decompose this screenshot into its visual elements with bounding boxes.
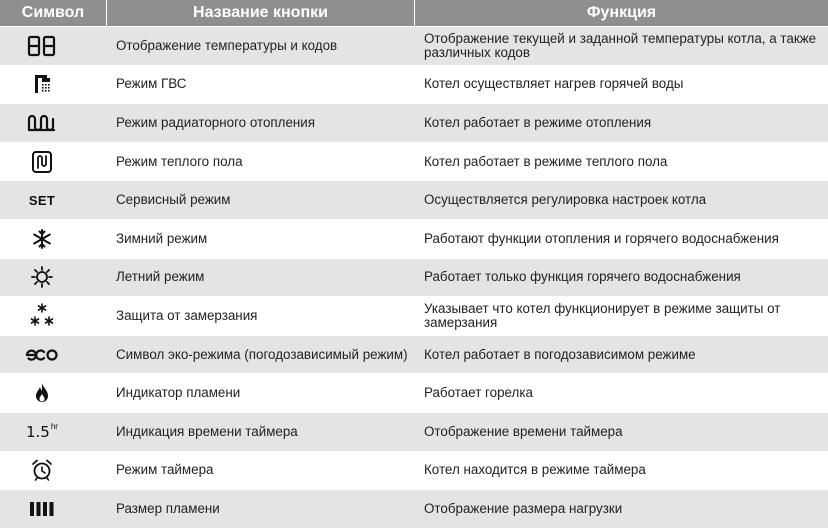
- row-function: Котел работает в погодозависимом режиме: [424, 346, 696, 362]
- row-name: Отображение температуры и кодов: [116, 37, 338, 53]
- set-icon: [0, 181, 84, 219]
- table-row: [0, 27, 828, 66]
- row-name: Сервисный режим: [116, 192, 231, 208]
- floor-heating-icon: [0, 143, 84, 181]
- table-row: [0, 490, 828, 529]
- row-function: Отображение размера нагрузки: [424, 500, 623, 516]
- row-name: Режим ГВС: [116, 76, 187, 92]
- alarm-clock-icon: [0, 452, 84, 490]
- row-name: Зимний режим: [116, 230, 208, 246]
- table-row: [0, 104, 828, 143]
- table-row: [0, 374, 828, 413]
- table-row: [0, 336, 828, 375]
- row-name: Режим радиаторного отопления: [116, 114, 316, 130]
- table-row: [0, 413, 828, 452]
- digit-88-icon: [0, 27, 84, 65]
- header-name: Название кнопки: [107, 0, 415, 26]
- radiator-icon: [0, 104, 84, 142]
- table-row: [0, 452, 828, 491]
- row-function: Работают функции отопления и горячего водоснабжения: [424, 230, 779, 246]
- snowflake-icon: [0, 220, 84, 258]
- header-function: Функция: [586, 4, 657, 21]
- eco-icon: [0, 336, 84, 374]
- table-row: [0, 297, 828, 336]
- header-symbol: Символ: [0, 0, 107, 26]
- frost-protection-icon: [0, 297, 84, 335]
- timer-value: 1.5: [26, 422, 50, 441]
- table-row: [0, 220, 828, 259]
- row-function: Указывает что котел функционирует в режиме защиты от замерзания: [424, 300, 781, 330]
- row-name: Защита от замерзания: [116, 307, 258, 323]
- row-name: Летний режим: [116, 269, 205, 285]
- timer-unit: hr: [50, 422, 58, 432]
- row-name: Режим таймера: [116, 462, 214, 478]
- row-function: Работает горелка: [424, 385, 533, 401]
- sun-icon: [0, 259, 84, 297]
- row-function: Котел осуществляет нагрев горячей воды: [424, 76, 684, 92]
- shower-icon: [0, 66, 84, 104]
- row-function: Работает только функция горячего водоснабжения: [424, 269, 741, 285]
- set-label: SET: [28, 192, 56, 208]
- table-row: [0, 259, 828, 298]
- row-function: Котел работает в режиме теплого пола: [424, 153, 668, 169]
- table-row: [0, 181, 828, 220]
- row-name: Индикатор пламени: [116, 385, 241, 401]
- row-name: Символ эко-режима (погодозависимый режим): [116, 346, 408, 362]
- row-function: Отображение времени таймера: [424, 423, 623, 439]
- row-name: Индикация времени таймера: [116, 423, 298, 439]
- flame-size-bars-icon: [0, 490, 84, 528]
- row-function: Осуществляется регулировка настроек котла: [424, 192, 707, 208]
- row-name: Размер пламени: [116, 500, 220, 516]
- table-row: [0, 66, 828, 105]
- timer-display-icon: [0, 413, 84, 451]
- flame-icon: [0, 374, 84, 412]
- table-header: [0, 0, 828, 27]
- row-name: Режим теплого пола: [116, 153, 243, 169]
- table-row: [0, 143, 828, 182]
- row-function: Отображение текущей и заданной температуры котла, а также различных кодов: [424, 30, 817, 60]
- row-function: Котел находится в режиме таймера: [424, 462, 646, 478]
- row-function: Котел работает в режиме отопления: [424, 114, 652, 130]
